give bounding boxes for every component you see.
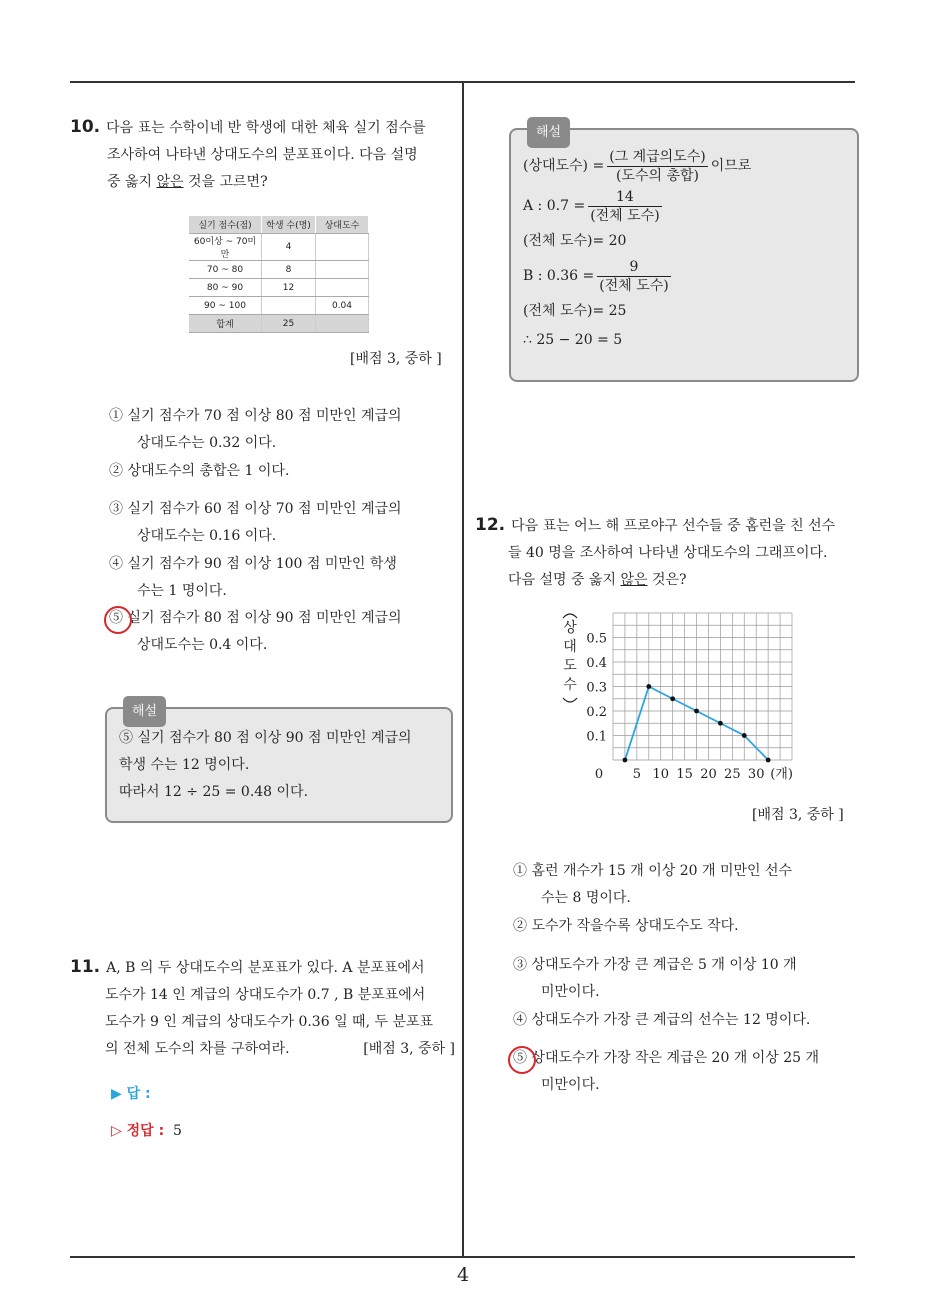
option-4[interactable] (513, 1007, 810, 1034)
table-cell (316, 261, 369, 279)
option-3[interactable] (109, 496, 402, 550)
data-point (718, 721, 723, 726)
question-number: 12. (475, 515, 506, 535)
question-12 (475, 512, 860, 594)
option-text: ④ 실기 점수가 90 점 이상 100 점 미만인 학생 (109, 556, 397, 572)
option-text: 미만이다. (541, 1077, 600, 1093)
option-text: ⑤ 상대도수가 가장 작은 계급은 20 개 이상 25 개 (513, 1050, 820, 1066)
question-10 (70, 114, 455, 196)
table-cell: 70 ~ 80 (189, 261, 262, 279)
correct-answer-value: 5 (173, 1123, 182, 1139)
table-cell: 12 (262, 279, 316, 297)
x-tick-label: 30 (747, 767, 765, 782)
fraction (588, 188, 661, 225)
y-tick-label: 0.5 (586, 631, 607, 647)
data-point (766, 758, 771, 763)
option-1[interactable] (109, 403, 402, 457)
question-11 (70, 954, 455, 1063)
fraction (607, 148, 708, 185)
option-text: 미만이다. (541, 984, 600, 1000)
table-header: 상대도수 (316, 216, 369, 234)
explanation-box-11 (509, 125, 859, 382)
table-total-row (189, 315, 369, 333)
fraction-denominator: (전체 도수) (590, 207, 660, 224)
x-tick-label: 25 (724, 767, 741, 782)
fraction-denominator: (전체 도수) (599, 277, 669, 294)
fraction (597, 258, 670, 295)
table-cell: 4 (262, 234, 316, 261)
option-2[interactable] (109, 458, 289, 485)
option-2[interactable] (513, 913, 739, 940)
score-label: [배점 3, 중하 ] (363, 1041, 455, 1057)
option-3[interactable] (513, 952, 797, 1006)
formula-text: (전체 도수)= 25 (523, 303, 627, 319)
table-cell: 60이상 ~ 70미만 (189, 234, 262, 261)
fraction-numerator: 9 (597, 258, 670, 277)
explanation-tag: 해설 (123, 696, 166, 727)
question-text: 것을 고르면? (183, 174, 268, 190)
option-text: 상대도수는 0.16 이다. (137, 528, 277, 544)
fraction-numerator: 14 (588, 188, 661, 207)
table-cell (262, 297, 316, 315)
x-tick-label: 5 (632, 767, 642, 782)
x-tick-label: 0 (594, 767, 604, 782)
underlined-word: 않은 (620, 572, 648, 588)
table-cell: 합계 (189, 315, 262, 333)
formula-text: (상대도수) = (523, 157, 605, 174)
data-point (623, 758, 628, 763)
data-point (694, 709, 699, 714)
question-text: 조사하여 나타낸 상대도수의 분포표이다. 다음 설명 (107, 147, 418, 163)
table-cell: 0.04 (316, 297, 369, 315)
question-text: 들 40 명을 조사하여 나타낸 상대도수의 그래프이다. (508, 545, 828, 561)
option-4[interactable] (109, 551, 397, 605)
table-header: 학생 수(명) (262, 216, 316, 234)
question-text: 도수가 14 인 계급의 상대도수가 0.7 , B 분포표에서 (105, 987, 426, 1003)
chart-svg (555, 608, 815, 788)
table-cell (316, 315, 369, 333)
option-text: 수는 1 명이다. (137, 583, 227, 599)
correct-answer-label: ▷ 정답 : (111, 1123, 165, 1139)
relative-frequency-chart (555, 608, 815, 792)
table-row (189, 261, 369, 279)
page-number: 4 (456, 1264, 470, 1286)
formula-text: ∴ 25 − 20 = 5 (523, 332, 623, 348)
y-tick-label: 0.3 (586, 680, 607, 696)
question-text: A, B 의 두 상대도수의 분포표가 있다. A 분포표에서 (106, 960, 425, 976)
data-point (646, 684, 651, 689)
score-label: [배점 3, 중하 ] (350, 351, 442, 367)
question-text: 다음 표는 수학이네 반 학생에 대한 체육 실기 점수를 (106, 120, 426, 136)
table-row (189, 297, 369, 315)
table-cell (316, 279, 369, 297)
y-tick-label: 0.1 (586, 729, 607, 745)
y-axis-label-char: 수 (563, 677, 577, 693)
option-text: ④ 상대도수가 가장 큰 계급의 선수는 12 명이다. (513, 1012, 811, 1028)
data-point (742, 733, 747, 738)
table-cell: 8 (262, 261, 316, 279)
column-divider (462, 83, 464, 1257)
option-text: 상대도수는 0.32 이다. (137, 435, 277, 451)
table-cell (316, 234, 369, 261)
option-text: ② 상대도수의 총합은 1 이다. (109, 463, 290, 479)
y-axis-label-char: 상 (563, 620, 577, 636)
table-cell: 80 ~ 90 (189, 279, 262, 297)
table-cell: 90 ~ 100 (189, 297, 262, 315)
y-axis-label-paren (563, 698, 577, 702)
question-text: 것은? (647, 572, 687, 588)
correct-answer (111, 1120, 182, 1140)
option-text: ③ 상대도수가 가장 큰 계급은 5 개 이상 10 개 (513, 957, 797, 973)
question-number: 11. (70, 957, 101, 977)
explanation-box-10 (105, 704, 453, 823)
explanation-text: ⑤ 실기 점수가 80 점 이상 90 점 미만인 계급의 (119, 730, 412, 746)
explanation-text: 학생 수는 12 명이다. (119, 757, 250, 773)
answer-input-label[interactable]: ▶ 답 : (111, 1086, 151, 1102)
table-header: 실기 점수(점) (189, 216, 262, 234)
formula-text: (전체 도수)= 20 (523, 233, 627, 249)
option-5[interactable] (109, 605, 402, 659)
formula-text: A : 0.7 = (523, 197, 586, 214)
score-label: [배점 3, 중하 ] (752, 807, 844, 823)
y-axis-label-paren (563, 614, 577, 618)
question-text: 중 옳지 (107, 174, 157, 190)
frequency-table (189, 216, 369, 333)
explanation-tag: 해설 (527, 117, 570, 148)
question-text: 다음 설명 중 옳지 (508, 572, 621, 588)
x-axis-label: (개) (770, 767, 793, 782)
y-axis-label-char: 도 (563, 658, 577, 674)
option-1[interactable] (513, 858, 792, 912)
explanation-text: 따라서 12 ÷ 25 = 0.48 이다. (119, 784, 309, 800)
option-text: ① 실기 점수가 70 점 이상 80 점 미만인 계급의 (109, 408, 402, 424)
y-tick-label: 0.2 (586, 705, 607, 720)
underlined-word: 않은 (156, 174, 184, 190)
fraction-numerator: (그 계급의도수) (609, 148, 706, 165)
option-text: 수는 8 명이다. (541, 890, 631, 906)
option-5[interactable] (513, 1045, 819, 1099)
x-tick-label: 20 (700, 767, 717, 782)
table-row (189, 279, 369, 297)
option-text: ① 홈런 개수가 15 개 이상 20 개 미만인 선수 (513, 863, 793, 879)
formula-text: 이므로 (710, 157, 752, 174)
answer-circle-mark (104, 606, 132, 634)
fraction-denominator: (도수의 총합) (615, 167, 699, 184)
table-cell: 25 (262, 315, 316, 333)
table-row (189, 234, 369, 261)
option-text: ③ 실기 점수가 60 점 이상 70 점 미만인 계급의 (109, 501, 402, 517)
option-text: 상대도수는 0.4 이다. (137, 637, 268, 653)
formula-text: B : 0.36 = (523, 267, 595, 284)
option-text: ⑤ 실기 점수가 80 점 이상 90 점 미만인 계급의 (109, 610, 402, 626)
option-text: ② 도수가 작을수록 상대도수도 작다. (513, 918, 739, 934)
y-axis-label-char: 대 (563, 639, 577, 655)
answer-circle-mark (508, 1046, 536, 1074)
bottom-rule (70, 1256, 855, 1258)
question-text: 도수가 9 인 계급의 상대도수가 0.36 일 때, 두 분포표 (105, 1014, 434, 1030)
x-tick-label: 15 (676, 767, 693, 782)
question-text: 다음 표는 어느 해 프로야구 선수들 중 홈런을 친 선수 (511, 518, 836, 534)
question-number: 10. (70, 117, 101, 137)
data-point (670, 696, 675, 701)
question-text: 의 전체 도수의 차를 구하여라. (105, 1041, 290, 1057)
x-tick-label: 10 (652, 767, 670, 782)
y-tick-label: 0.4 (586, 656, 607, 671)
